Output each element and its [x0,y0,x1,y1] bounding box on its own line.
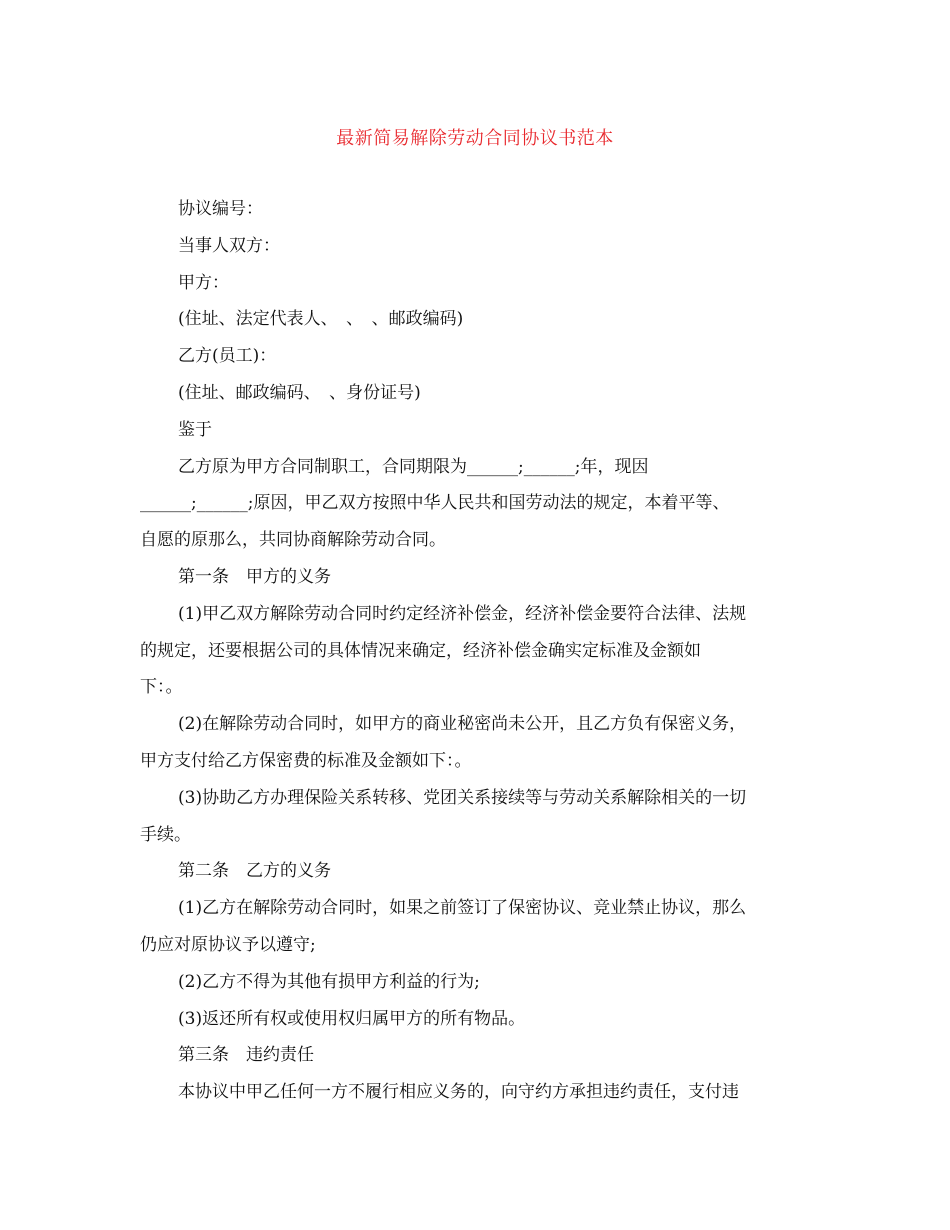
article-1-item-2-line-1: (2)在解除劳动合同时，如甲方的商业秘密尚未公开，且乙方负有保密义务， [178,714,747,735]
article-2-item-2: (2)乙方不得为其他有损甲方利益的行为; [178,971,480,992]
party-a-label: 甲方： [178,272,229,293]
article-1-item-3-line-2: 手续。 [140,824,191,845]
recital-line-2: ______;______;原因，甲乙双方按照中华人民共和国劳动法的规定，本着平等、 [140,493,730,514]
article-1-item-1-line-2: 的规定，还要根据公司的具体情况来确定，经济补偿金确实定标准及金额如 [140,640,701,661]
recital-line-1: 乙方原为甲方合同制职工，合同期限为______;______;年，现因 [178,456,649,477]
article-1-item-1-line-1: (1)甲乙双方解除劳动合同时约定经济补偿金，经济补偿金要符合法律、法规 [178,603,747,624]
article-1-item-2-line-2: 甲方支付给乙方保密费的标准及金额如下：。 [140,750,472,771]
article-2-item-3: (3)返还所有权或使用权归属甲方的所有物品。 [178,1008,526,1029]
article-2-heading: 第二条 乙方的义务 [178,861,331,882]
parties-label: 当事人双方： [178,235,280,256]
party-a-details: (住址、法定代表人、 、 、邮政编码) [178,309,464,330]
party-b-label: 乙方(员工)： [178,346,277,367]
agreement-number-label: 协议编号： [178,199,263,219]
document-body [140,191,808,1111]
article-1-heading: 第一条 甲方的义务 [178,566,331,587]
recital-line-3: 自愿的原那么，共同协商解除劳动合同。 [140,530,446,551]
article-2-item-1-line-2: 仍应对原协议予以遵守; [140,934,316,955]
article-3-heading: 第三条 违约责任 [178,1045,314,1066]
document-title: 最新简易解除劳动合同协议书范本 [336,128,614,149]
article-3-text: 本协议中甲乙任何一方不履行相应义务的，向守约方承担违约责任，支付违 [178,1082,739,1103]
article-1-item-1-line-3: 下：。 [140,677,183,698]
article-2-item-1-line-1: (1)乙方在解除劳动合同时，如果之前签订了保密协议、竞业禁止协议，那么 [178,898,747,919]
party-b-details: (住址、邮政编码、 、身份证号) [178,382,421,403]
whereas-label: 鉴于 [178,419,212,440]
article-1-item-3-line-1: (3)协助乙方办理保险关系转移、党团关系接续等与劳动关系解除相关的一切 [178,787,747,808]
